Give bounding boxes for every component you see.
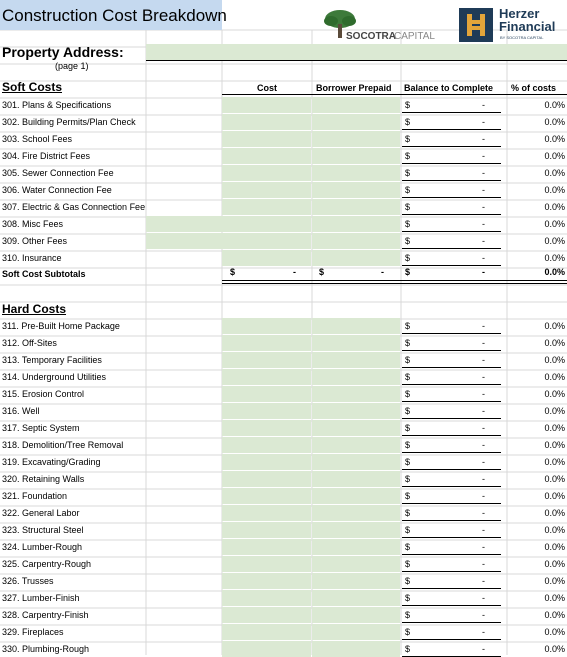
- balance-value: -: [482, 457, 485, 467]
- row-label: 326. Trusses: [2, 576, 54, 586]
- balance-dollar-sign: $: [405, 423, 411, 433]
- cost-input[interactable]: [222, 386, 311, 402]
- row-label: 304. Fire District Fees: [2, 151, 91, 161]
- borrower-prepaid-input[interactable]: [312, 369, 400, 385]
- balance-underline: [402, 384, 501, 385]
- balance-underline: [402, 639, 501, 640]
- borrower-prepaid-input[interactable]: [312, 386, 400, 402]
- row-label: 317. Septic System: [2, 423, 80, 433]
- percent-value: 0.0%: [544, 117, 565, 127]
- row-label: 324. Lumber-Rough: [2, 542, 83, 552]
- cost-input[interactable]: [222, 318, 311, 334]
- percent-value: 0.0%: [544, 321, 565, 331]
- row-label: 309. Other Fees: [2, 236, 68, 246]
- balance-value: -: [482, 576, 485, 586]
- row-label: 316. Well: [2, 406, 40, 416]
- row-label: 307. Electric & Gas Connection Fee: [2, 202, 146, 212]
- row-label: 330. Plumbing-Rough: [2, 644, 90, 654]
- cost-input[interactable]: [222, 590, 311, 606]
- balance-value: -: [482, 219, 485, 229]
- balance-underline: [402, 469, 501, 470]
- percent-value: 0.0%: [544, 525, 565, 535]
- balance-dollar-sign: $: [405, 253, 411, 263]
- row-label: 311. Pre-Built Home Package: [2, 321, 120, 331]
- balance-underline: [402, 622, 501, 623]
- borrower-prepaid-input[interactable]: [312, 437, 400, 453]
- page-title: Construction Cost Breakdown: [2, 6, 227, 25]
- balance-dollar-sign: $: [405, 185, 411, 195]
- balance-dollar-sign: $: [405, 627, 411, 637]
- balance-dollar-sign: $: [405, 440, 411, 450]
- balance-dollar-sign: $: [405, 457, 411, 467]
- borrower-prepaid-input[interactable]: [312, 488, 400, 504]
- cost-input[interactable]: [222, 148, 311, 164]
- balance-value: -: [482, 440, 485, 450]
- row-label: 308. Misc Fees: [2, 219, 64, 229]
- balance-underline: [402, 265, 501, 266]
- balance-underline: [402, 367, 501, 368]
- cost-input[interactable]: [222, 250, 311, 266]
- balance-underline: [402, 214, 501, 215]
- balance-value: -: [482, 627, 485, 637]
- balance-value: -: [482, 202, 485, 212]
- cost-input[interactable]: [222, 233, 311, 249]
- subtotal-balance-dollar: $: [405, 267, 411, 277]
- percent-value: 0.0%: [544, 491, 565, 501]
- balance-underline: [402, 248, 501, 249]
- balance-value: -: [482, 355, 485, 365]
- percent-value: 0.0%: [544, 644, 565, 654]
- balance-underline: [402, 520, 501, 521]
- col-header-pct: % of costs: [511, 83, 557, 93]
- borrower-prepaid-input[interactable]: [312, 420, 400, 436]
- percent-value: 0.0%: [544, 151, 565, 161]
- balance-value: -: [482, 610, 485, 620]
- borrower-prepaid-input[interactable]: [312, 539, 400, 555]
- balance-value: -: [482, 151, 485, 161]
- borrower-prepaid-input[interactable]: [312, 403, 400, 419]
- percent-value: 0.0%: [544, 236, 565, 246]
- balance-value: -: [482, 134, 485, 144]
- balance-dollar-sign: $: [405, 610, 411, 620]
- borrower-prepaid-input[interactable]: [312, 318, 400, 334]
- capital-text: CAPITAL: [394, 31, 435, 42]
- balance-underline: [402, 452, 501, 453]
- balance-underline: [402, 180, 501, 181]
- subtotal-underline-1: [222, 280, 567, 281]
- subtotal-cost-dollar: $: [230, 267, 236, 277]
- row-label: 327. Lumber-Finish: [2, 593, 80, 603]
- fee-description-input[interactable]: [146, 216, 222, 232]
- balance-value: -: [482, 525, 485, 535]
- balance-dollar-sign: $: [405, 576, 411, 586]
- balance-underline: [402, 401, 501, 402]
- balance-value: -: [482, 508, 485, 518]
- percent-value: 0.0%: [544, 338, 565, 348]
- borrower-prepaid-input[interactable]: [312, 233, 400, 249]
- cost-input[interactable]: [222, 437, 311, 453]
- percent-value: 0.0%: [544, 559, 565, 569]
- percent-value: 0.0%: [544, 423, 565, 433]
- balance-underline: [402, 350, 501, 351]
- balance-dollar-sign: $: [405, 151, 411, 161]
- percent-value: 0.0%: [544, 372, 565, 382]
- borrower-prepaid-input[interactable]: [312, 335, 400, 351]
- subtotal-prepaid-dollar: $: [319, 267, 325, 277]
- row-label: 325. Carpentry-Rough: [2, 559, 92, 569]
- balance-dollar-sign: $: [405, 559, 411, 569]
- hard-costs-heading: Hard Costs: [2, 302, 67, 316]
- balance-dollar-sign: $: [405, 134, 411, 144]
- herzer-line2: Financial: [499, 19, 556, 34]
- cost-input[interactable]: [222, 114, 311, 130]
- balance-underline: [402, 588, 501, 589]
- borrower-prepaid-input[interactable]: [312, 216, 400, 232]
- balance-dollar-sign: $: [405, 542, 411, 552]
- soft-costs-heading: Soft Costs: [2, 80, 62, 94]
- balance-underline: [402, 231, 501, 232]
- balance-dollar-sign: $: [405, 593, 411, 603]
- balance-dollar-sign: $: [405, 644, 411, 654]
- balance-underline: [402, 605, 501, 606]
- row-label: 318. Demolition/Tree Removal: [2, 440, 124, 450]
- cost-input[interactable]: [222, 369, 311, 385]
- balance-underline: [402, 163, 501, 164]
- cost-input[interactable]: [222, 539, 311, 555]
- cost-input[interactable]: [222, 182, 311, 198]
- row-label: 302. Building Permits/Plan Check: [2, 117, 136, 127]
- col-header-balance: Balance to Complete: [404, 83, 494, 93]
- row-label: 313. Temporary Facilities: [2, 355, 102, 365]
- property-address-input[interactable]: [146, 44, 567, 61]
- balance-dollar-sign: $: [405, 474, 411, 484]
- balance-underline: [402, 197, 501, 198]
- cost-input[interactable]: [222, 420, 311, 436]
- balance-underline: [402, 129, 501, 130]
- balance-underline: [402, 146, 501, 147]
- balance-dollar-sign: $: [405, 508, 411, 518]
- subtotal-cost-value: -: [293, 267, 296, 277]
- herzer-line1: Herzer: [499, 6, 540, 21]
- balance-dollar-sign: $: [405, 491, 411, 501]
- balance-value: -: [482, 253, 485, 263]
- cost-input[interactable]: [222, 607, 311, 623]
- col-header-cost: Cost: [257, 83, 277, 93]
- soft-subtotal-label: Soft Cost Subtotals: [2, 269, 86, 279]
- balance-underline: [402, 503, 501, 504]
- balance-dollar-sign: $: [405, 389, 411, 399]
- percent-value: 0.0%: [544, 542, 565, 552]
- cost-input[interactable]: [222, 335, 311, 351]
- balance-underline: [402, 571, 501, 572]
- percent-value: 0.0%: [544, 253, 565, 263]
- balance-dollar-sign: $: [405, 406, 411, 416]
- balance-value: -: [482, 389, 485, 399]
- balance-underline: [402, 537, 501, 538]
- header-underline: [222, 94, 567, 95]
- percent-value: 0.0%: [544, 219, 565, 229]
- herzer-tagline: BY SOCOTRA CAPITAL: [500, 35, 544, 40]
- percent-value: 0.0%: [544, 134, 565, 144]
- row-label: 312. Off-Sites: [2, 338, 57, 348]
- socotra-capital-logo: [320, 8, 440, 42]
- balance-value: -: [482, 644, 485, 654]
- herzer-h-icon: [459, 8, 493, 42]
- balance-dollar-sign: $: [405, 338, 411, 348]
- cost-input[interactable]: [222, 624, 311, 640]
- row-label: 328. Carpentry-Finish: [2, 610, 89, 620]
- borrower-prepaid-input[interactable]: [312, 97, 400, 113]
- borrower-prepaid-input[interactable]: [312, 182, 400, 198]
- balance-dollar-sign: $: [405, 525, 411, 535]
- balance-dollar-sign: $: [405, 100, 411, 110]
- balance-underline: [402, 486, 501, 487]
- cost-input[interactable]: [222, 131, 311, 147]
- row-label: 329. Fireplaces: [2, 627, 64, 637]
- borrower-prepaid-input[interactable]: [312, 131, 400, 147]
- balance-value: -: [482, 236, 485, 246]
- balance-value: -: [482, 406, 485, 416]
- row-label: 319. Excavating/Grading: [2, 457, 101, 467]
- balance-dollar-sign: $: [405, 117, 411, 127]
- borrower-prepaid-input[interactable]: [312, 573, 400, 589]
- borrower-prepaid-input[interactable]: [312, 471, 400, 487]
- cost-input[interactable]: [222, 573, 311, 589]
- balance-underline: [402, 554, 501, 555]
- percent-value: 0.0%: [544, 100, 565, 110]
- borrower-prepaid-input[interactable]: [312, 556, 400, 572]
- cost-input[interactable]: [222, 403, 311, 419]
- percent-value: 0.0%: [544, 440, 565, 450]
- row-label: 306. Water Connection Fee: [2, 185, 112, 195]
- percent-value: 0.0%: [544, 355, 565, 365]
- row-label: 305. Sewer Connection Fee: [2, 168, 114, 178]
- balance-dollar-sign: $: [405, 168, 411, 178]
- balance-underline: [402, 418, 501, 419]
- balance-value: -: [482, 321, 485, 331]
- row-label: 322. General Labor: [2, 508, 80, 518]
- col-header-borrower-prepaid: Borrower Prepaid: [316, 83, 392, 93]
- balance-value: -: [482, 542, 485, 552]
- balance-value: -: [482, 372, 485, 382]
- borrower-prepaid-input[interactable]: [312, 352, 400, 368]
- cost-input[interactable]: [222, 352, 311, 368]
- row-label: 314. Underground Utilities: [2, 372, 107, 382]
- balance-value: -: [482, 185, 485, 195]
- balance-dollar-sign: $: [405, 219, 411, 229]
- percent-value: 0.0%: [544, 406, 565, 416]
- borrower-prepaid-input[interactable]: [312, 114, 400, 130]
- borrower-prepaid-input[interactable]: [312, 624, 400, 640]
- balance-value: -: [482, 593, 485, 603]
- row-label: 320. Retaining Walls: [2, 474, 85, 484]
- balance-dollar-sign: $: [405, 236, 411, 246]
- borrower-prepaid-input[interactable]: [312, 505, 400, 521]
- cost-input[interactable]: [222, 165, 311, 181]
- percent-value: 0.0%: [544, 593, 565, 603]
- cost-input[interactable]: [222, 522, 311, 538]
- cost-input[interactable]: [222, 505, 311, 521]
- page-note: (page 1): [55, 61, 89, 71]
- cost-input[interactable]: [222, 488, 311, 504]
- herzer-financial-logo: [457, 6, 567, 44]
- balance-value: -: [482, 100, 485, 110]
- balance-value: -: [482, 338, 485, 348]
- borrower-prepaid-input[interactable]: [312, 148, 400, 164]
- cost-input[interactable]: [222, 471, 311, 487]
- cost-input[interactable]: [222, 216, 311, 232]
- subtotal-balance-value: -: [482, 267, 485, 277]
- row-label: 323. Structural Steel: [2, 525, 84, 535]
- percent-value: 0.0%: [544, 576, 565, 586]
- borrower-prepaid-input[interactable]: [312, 454, 400, 470]
- borrower-prepaid-input[interactable]: [312, 165, 400, 181]
- balance-value: -: [482, 168, 485, 178]
- percent-value: 0.0%: [544, 202, 565, 212]
- balance-value: -: [482, 474, 485, 484]
- percent-value: 0.0%: [544, 508, 565, 518]
- percent-value: 0.0%: [544, 627, 565, 637]
- borrower-prepaid-input[interactable]: [312, 590, 400, 606]
- socotra-text: SOCOTRA: [346, 31, 396, 42]
- percent-value: 0.0%: [544, 168, 565, 178]
- borrower-prepaid-input[interactable]: [312, 250, 400, 266]
- balance-dollar-sign: $: [405, 321, 411, 331]
- percent-value: 0.0%: [544, 474, 565, 484]
- fee-description-input[interactable]: [146, 233, 222, 249]
- row-label: 315. Erosion Control: [2, 389, 85, 399]
- borrower-prepaid-input[interactable]: [312, 199, 400, 215]
- borrower-prepaid-input[interactable]: [312, 522, 400, 538]
- percent-value: 0.0%: [544, 610, 565, 620]
- row-label: 303. School Fees: [2, 134, 73, 144]
- cost-input[interactable]: [222, 454, 311, 470]
- cost-input[interactable]: [222, 199, 311, 215]
- percent-value: 0.0%: [544, 457, 565, 467]
- balance-dollar-sign: $: [405, 202, 411, 212]
- percent-value: 0.0%: [544, 389, 565, 399]
- balance-value: -: [482, 559, 485, 569]
- balance-underline: [402, 112, 501, 113]
- balance-dollar-sign: $: [405, 372, 411, 382]
- subtotal-pct: 0.0%: [544, 267, 565, 277]
- row-label: 321. Foundation: [2, 491, 68, 501]
- balance-dollar-sign: $: [405, 355, 411, 365]
- balance-value: -: [482, 491, 485, 501]
- row-label: 301. Plans & Specifications: [2, 100, 112, 110]
- percent-value: 0.0%: [544, 185, 565, 195]
- subtotal-prepaid-value: -: [381, 267, 384, 277]
- cost-input[interactable]: [222, 556, 311, 572]
- property-address-label: Property Address:: [2, 44, 124, 60]
- subtotal-underline-2: [222, 283, 567, 284]
- cost-input[interactable]: [222, 97, 311, 113]
- row-label: 310. Insurance: [2, 253, 62, 263]
- balance-underline: [402, 333, 501, 334]
- balance-value: -: [482, 423, 485, 433]
- borrower-prepaid-input[interactable]: [312, 607, 400, 623]
- balance-value: -: [482, 117, 485, 127]
- balance-underline: [402, 435, 501, 436]
